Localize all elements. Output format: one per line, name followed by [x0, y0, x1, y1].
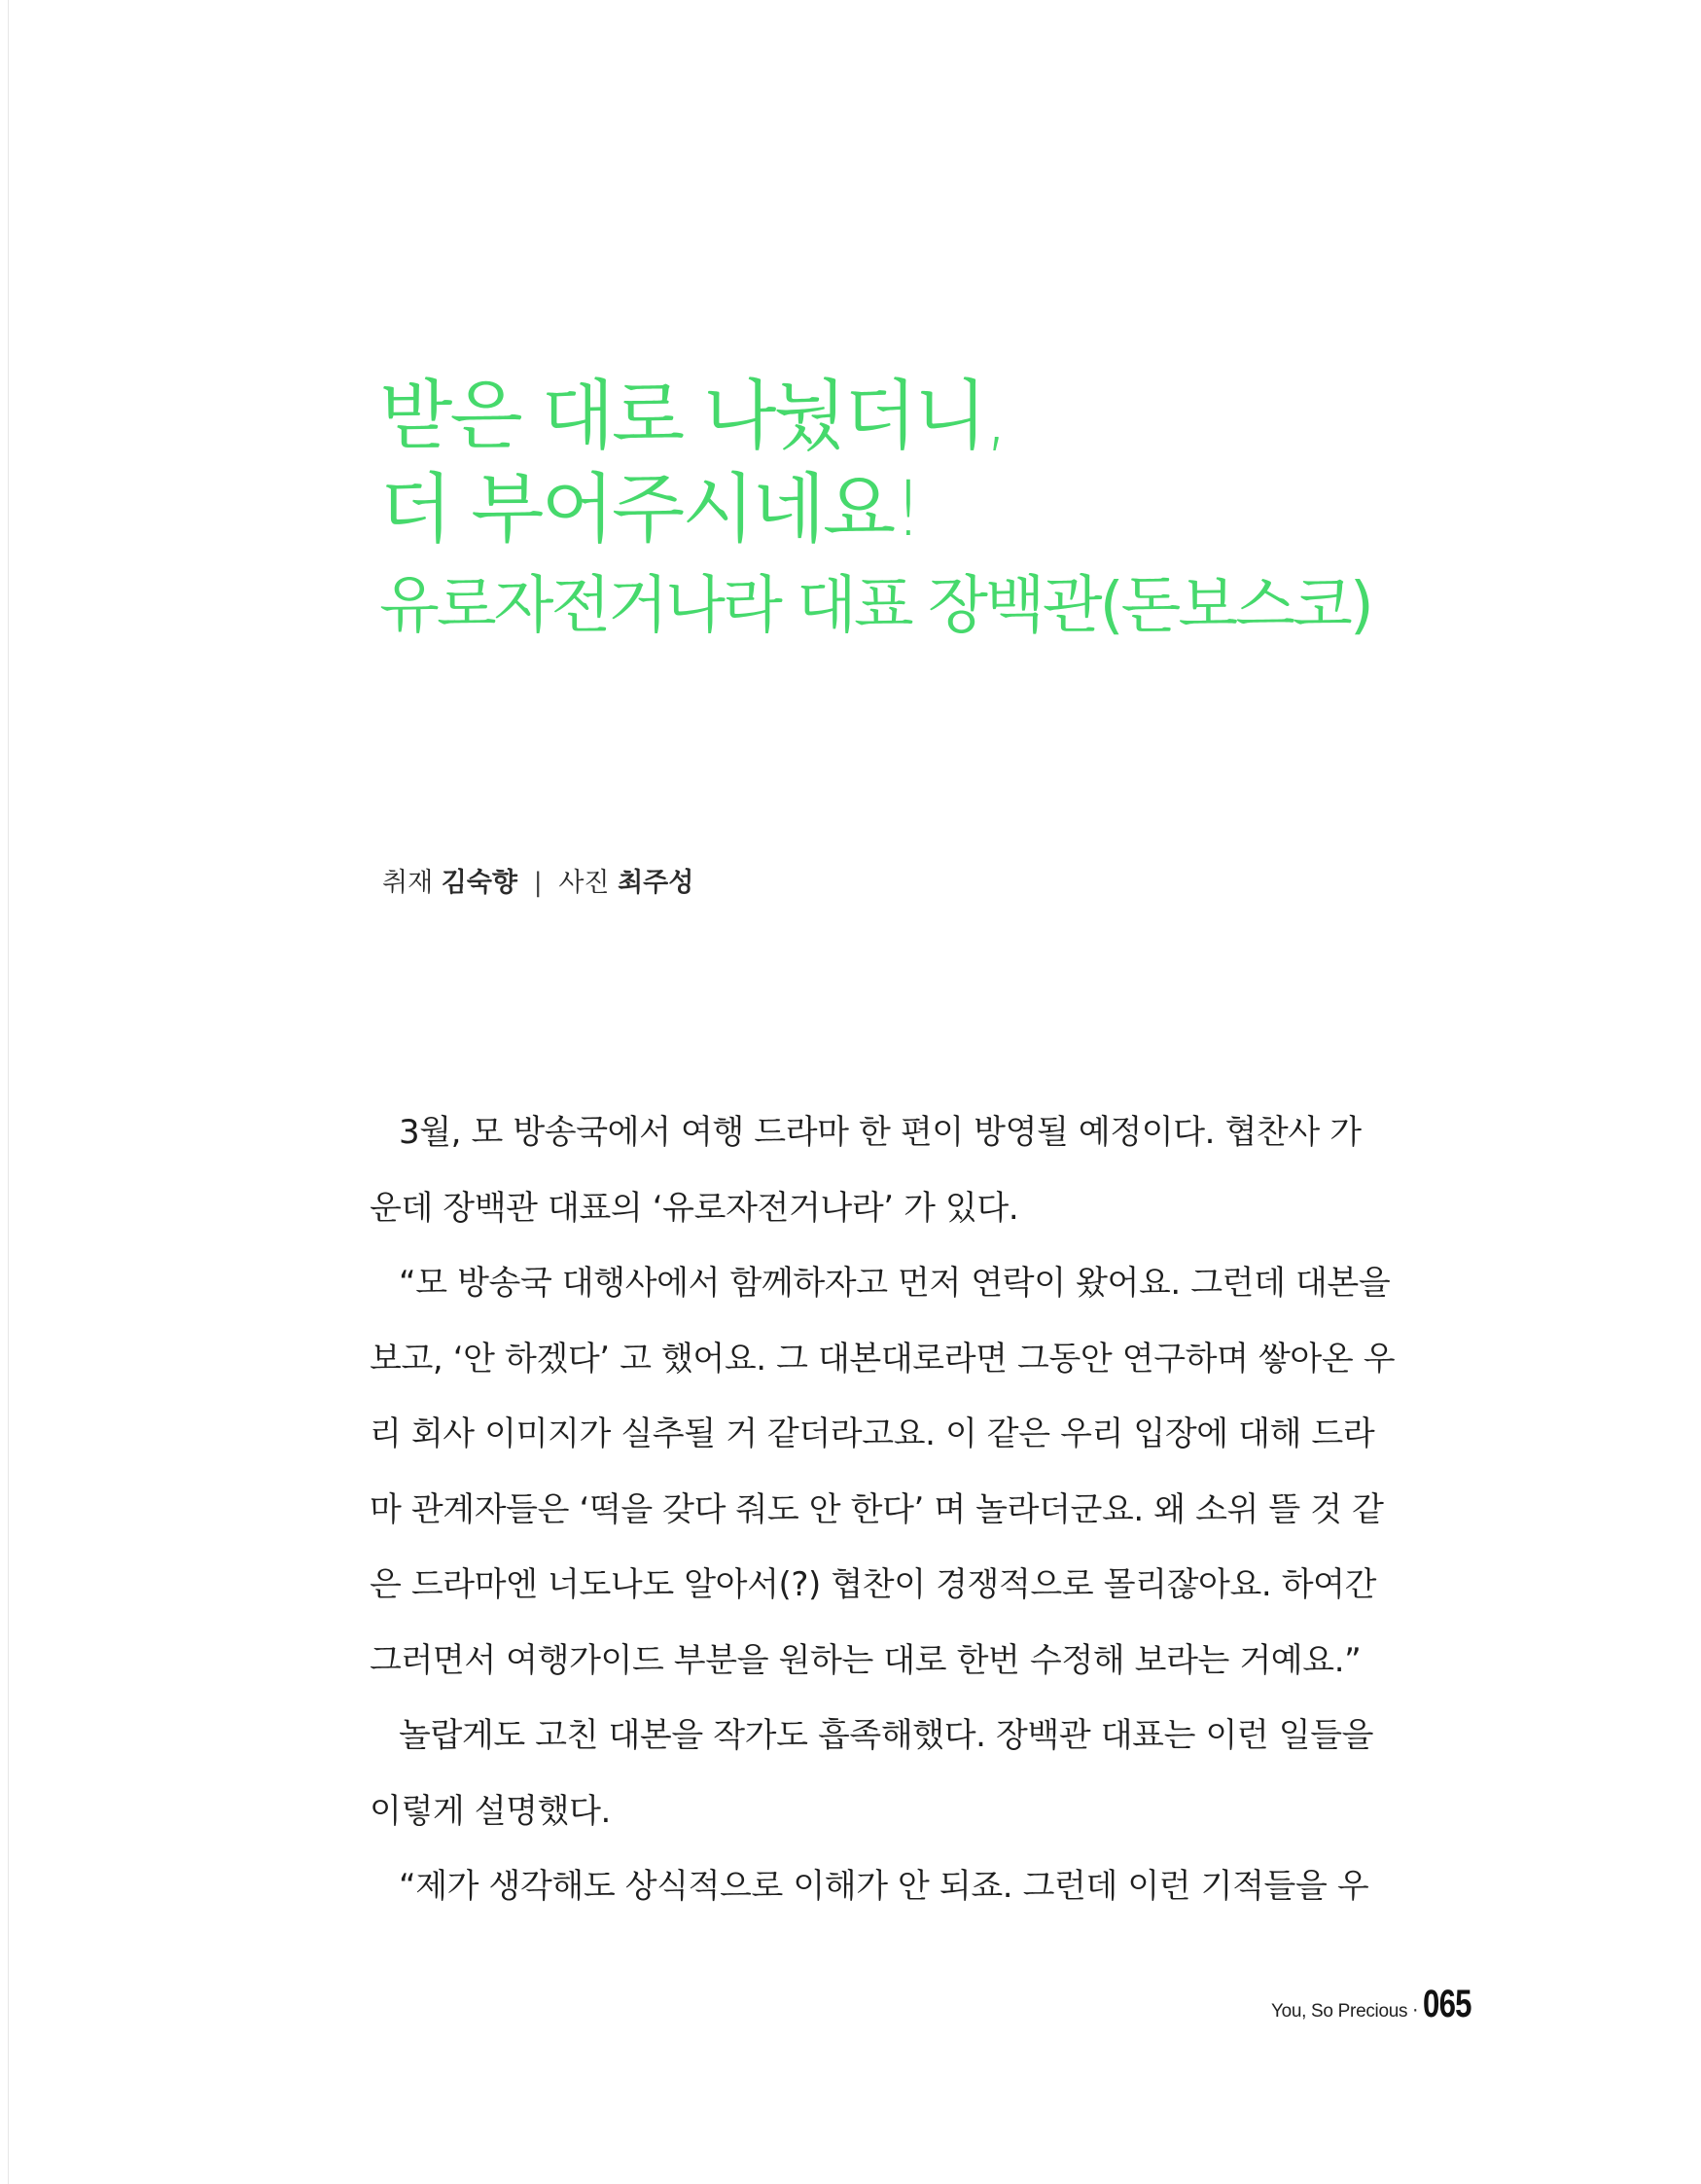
page-edge-line — [8, 0, 9, 2184]
body-line: 마 관계자들은 ‘떡을 갖다 줘도 안 한다’ 며 놀라더군요. 왜 소위 뜰 것 같 — [370, 1489, 1384, 1529]
body-line: 놀랍게도 고친 대본을 작가도 흡족해했다. 장백관 대표는 이런 일들을 — [399, 1716, 1374, 1755]
reporter-label: 취재 — [382, 868, 434, 898]
reporter-name: 김숙향 — [441, 868, 518, 898]
body-line: “모 방송국 대행사에서 함께하자고 먼저 연락이 왔어요. 그런데 대본을 — [399, 1264, 1391, 1303]
page-footer — [1271, 1983, 1485, 2026]
body-line: 그러면서 여행가이드 부분을 원하는 대로 한번 수정해 보라는 거예요.” — [370, 1640, 1362, 1680]
article-subtitle: 유로자전거나라 대표 장백관(돈보스코) — [379, 570, 1371, 642]
page-number: 065 — [1423, 1983, 1471, 2025]
body-line: 이렇게 설명했다. — [370, 1791, 611, 1831]
photographer-name: 최주성 — [618, 868, 694, 898]
body-line: “제가 생각해도 상식적으로 이해가 안 되죠. 그런데 이런 기적들을 우 — [399, 1867, 1369, 1906]
photo-label: 사진 — [558, 868, 610, 898]
article-title-line-1: 받은 대로 나눴더니, — [379, 373, 1007, 460]
body-line: 은 드라마엔 너도나도 알아서(?) 협찬이 경쟁적으로 몰리잖아요. 하여간 — [370, 1565, 1377, 1604]
article-credits — [382, 864, 693, 903]
body-line: 3월, 모 방송국에서 여행 드라마 한 편이 방영될 예정이다. 협찬사 가 — [399, 1113, 1362, 1152]
article-title-block — [379, 370, 1546, 650]
magazine-name: You, So Precious — [1270, 2001, 1408, 2022]
credits-separator: | — [533, 868, 543, 898]
article-body — [370, 1095, 1488, 1925]
body-line: 리 회사 이미지가 실추될 거 같더라고요. 이 같은 우리 입장에 대해 드라 — [370, 1414, 1375, 1453]
body-line: 보고, ‘안 하겠다’ 고 했어요. 그 대본대로라면 그동안 연구하며 쌓아온 우 — [370, 1339, 1396, 1378]
body-line: 운데 장백관 대표의 ‘유로자전거나라’ 가 있다. — [370, 1188, 1019, 1228]
article-title-line-2: 더 부어주시네요! — [379, 466, 921, 554]
footer-dot: · — [1412, 2000, 1419, 2022]
